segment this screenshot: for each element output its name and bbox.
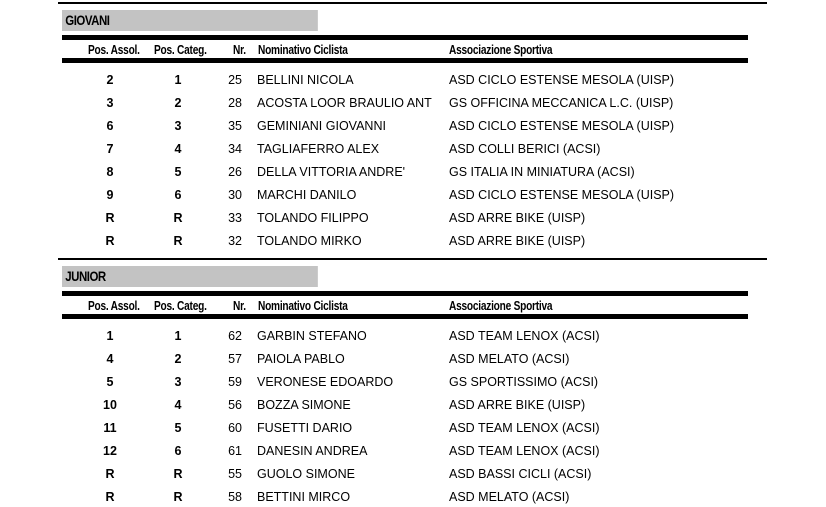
column-header-row <box>0 43 826 57</box>
pos-categ-cell: 3 <box>174 375 182 389</box>
team-cell: GS ITALIA IN MINIATURA (ACSI) <box>449 165 635 179</box>
bib-number-cell: 25 <box>228 73 242 87</box>
pos-assol-cell: 9 <box>106 188 114 202</box>
column-header-row <box>0 299 826 313</box>
pos-categ-cell: 6 <box>174 188 182 202</box>
team-cell: ASD CICLO ESTENSE MESOLA (UISP) <box>449 188 675 202</box>
table-row <box>0 209 826 227</box>
team-cell: ASD TEAM LENOX (ACSI) <box>449 329 600 343</box>
pos-assol-cell: 7 <box>106 142 114 156</box>
bib-number-cell: 35 <box>228 119 242 133</box>
table-row <box>0 350 826 368</box>
bib-number-cell: 61 <box>228 444 242 458</box>
rider-name-cell: TOLANDO MIRKO <box>257 234 362 248</box>
pos-assol-cell: 5 <box>106 375 114 389</box>
rider-name-cell: GUOLO SIMONE <box>257 467 355 481</box>
pos-categ-cell: 5 <box>174 165 182 179</box>
header-pos-categ: Pos. Categ. <box>154 298 207 313</box>
pos-categ-cell: 6 <box>174 444 182 458</box>
team-cell: ASD BASSI CICLI (ACSI) <box>449 467 592 481</box>
section-top-rule <box>58 258 767 260</box>
rider-name-cell: BELLINI NICOLA <box>257 73 354 87</box>
table-row <box>0 232 826 250</box>
bib-number-cell: 56 <box>228 398 242 412</box>
pos-categ-cell: 2 <box>174 96 182 110</box>
team-cell: ASD CICLO ESTENSE MESOLA (UISP) <box>449 119 675 133</box>
rider-name-cell: DELLA VITTORIA ANDRE' <box>257 165 406 179</box>
rider-name-cell: TOLANDO FILIPPO <box>257 211 369 225</box>
header-top-rule <box>62 291 748 296</box>
table-row <box>0 186 826 204</box>
table-row <box>0 94 826 112</box>
bib-number-cell: 60 <box>228 421 242 435</box>
pos-assol-cell: R <box>105 490 115 504</box>
header-pos-categ: Pos. Categ. <box>154 42 207 57</box>
pos-assol-cell: 4 <box>106 352 114 366</box>
table-row <box>0 117 826 135</box>
header-pos-assol: Pos. Assol. <box>88 298 140 313</box>
pos-assol-cell: 3 <box>106 96 114 110</box>
table-row <box>0 488 826 506</box>
header-nr: Nr. <box>233 298 246 313</box>
rider-name-cell: VERONESE EDOARDO <box>257 375 394 389</box>
table-row <box>0 327 826 345</box>
bib-number-cell: 32 <box>228 234 242 248</box>
rider-name-cell: FUSETTI DARIO <box>257 421 353 435</box>
team-cell: GS SPORTISSIMO (ACSI) <box>449 375 599 389</box>
section-top-rule <box>58 2 767 4</box>
team-cell: ASD MELATO (ACSI) <box>449 352 570 366</box>
team-cell: ASD CICLO ESTENSE MESOLA (UISP) <box>449 73 675 87</box>
pos-assol-cell: R <box>105 467 115 481</box>
rider-name-cell: TAGLIAFERRO ALEX <box>257 142 380 156</box>
pos-assol-cell: 10 <box>103 398 117 412</box>
team-cell: ASD ARRE BIKE (UISP) <box>449 398 586 412</box>
table-row <box>0 373 826 391</box>
team-cell: ASD ARRE BIKE (UISP) <box>449 211 586 225</box>
pos-categ-cell: 2 <box>174 352 182 366</box>
bib-number-cell: 58 <box>228 490 242 504</box>
header-nominativo: Nominativo Ciclista <box>258 298 348 313</box>
pos-categ-cell: R <box>173 234 183 248</box>
header-nr: Nr. <box>233 42 246 57</box>
rider-name-cell: GARBIN STEFANO <box>257 329 367 343</box>
rider-name-cell: DANESIN ANDREA <box>257 444 368 458</box>
rider-name-cell: PAIOLA PABLO <box>257 352 345 366</box>
bib-number-cell: 62 <box>228 329 242 343</box>
team-cell: ASD TEAM LENOX (ACSI) <box>449 444 600 458</box>
pos-assol-cell: 8 <box>106 165 114 179</box>
team-cell: ASD TEAM LENOX (ACSI) <box>449 421 600 435</box>
rider-name-cell: GEMINIANI GIOVANNI <box>257 119 386 133</box>
pos-categ-cell: 3 <box>174 119 182 133</box>
table-row <box>0 163 826 181</box>
pos-assol-cell: R <box>105 234 115 248</box>
rider-name-cell: BOZZA SIMONE <box>257 398 351 412</box>
team-cell: ASD COLLI BERICI (ACSI) <box>449 142 601 156</box>
pos-assol-cell: 2 <box>106 73 114 87</box>
pos-categ-cell: 1 <box>174 73 182 87</box>
table-row <box>0 140 826 158</box>
table-row <box>0 396 826 414</box>
pos-categ-cell: 4 <box>174 142 182 156</box>
bib-number-cell: 26 <box>228 165 242 179</box>
team-cell: GS OFFICINA MECCANICA L.C. (UISP) <box>449 96 674 110</box>
section-title: JUNIOR <box>62 266 318 287</box>
pos-categ-cell: 5 <box>174 421 182 435</box>
header-associazione: Associazione Sportiva <box>449 42 553 57</box>
pos-assol-cell: R <box>105 211 115 225</box>
bib-number-cell: 57 <box>228 352 242 366</box>
team-cell: ASD MELATO (ACSI) <box>449 490 570 504</box>
bib-number-cell: 55 <box>228 467 242 481</box>
pos-categ-cell: 4 <box>174 398 182 412</box>
team-cell: ASD ARRE BIKE (UISP) <box>449 234 586 248</box>
table-row <box>0 71 826 89</box>
pos-assol-cell: 1 <box>106 329 114 343</box>
table-row <box>0 442 826 460</box>
pos-categ-cell: R <box>173 490 183 504</box>
table-row <box>0 419 826 437</box>
bib-number-cell: 33 <box>228 211 242 225</box>
rider-name-cell: MARCHI DANILO <box>257 188 357 202</box>
table-row <box>0 465 826 483</box>
pos-categ-cell: R <box>173 211 183 225</box>
rider-name-cell: ACOSTA LOOR BRAULIO ANT <box>257 96 432 110</box>
header-pos-assol: Pos. Assol. <box>88 42 140 57</box>
pos-categ-cell: R <box>173 467 183 481</box>
header-nominativo: Nominativo Ciclista <box>258 42 348 57</box>
section-title: GIOVANI <box>62 10 318 31</box>
pos-assol-cell: 6 <box>106 119 114 133</box>
header-top-rule <box>62 35 748 40</box>
bib-number-cell: 30 <box>228 188 242 202</box>
pos-categ-cell: 1 <box>174 329 182 343</box>
header-bottom-rule <box>62 314 748 319</box>
rider-name-cell: BETTINI MIRCO <box>257 490 351 504</box>
pos-assol-cell: 11 <box>103 421 117 435</box>
header-associazione: Associazione Sportiva <box>449 298 553 313</box>
bib-number-cell: 34 <box>228 142 242 156</box>
bib-number-cell: 59 <box>228 375 242 389</box>
pos-assol-cell: 12 <box>103 444 117 458</box>
bib-number-cell: 28 <box>228 96 242 110</box>
header-bottom-rule <box>62 58 748 63</box>
